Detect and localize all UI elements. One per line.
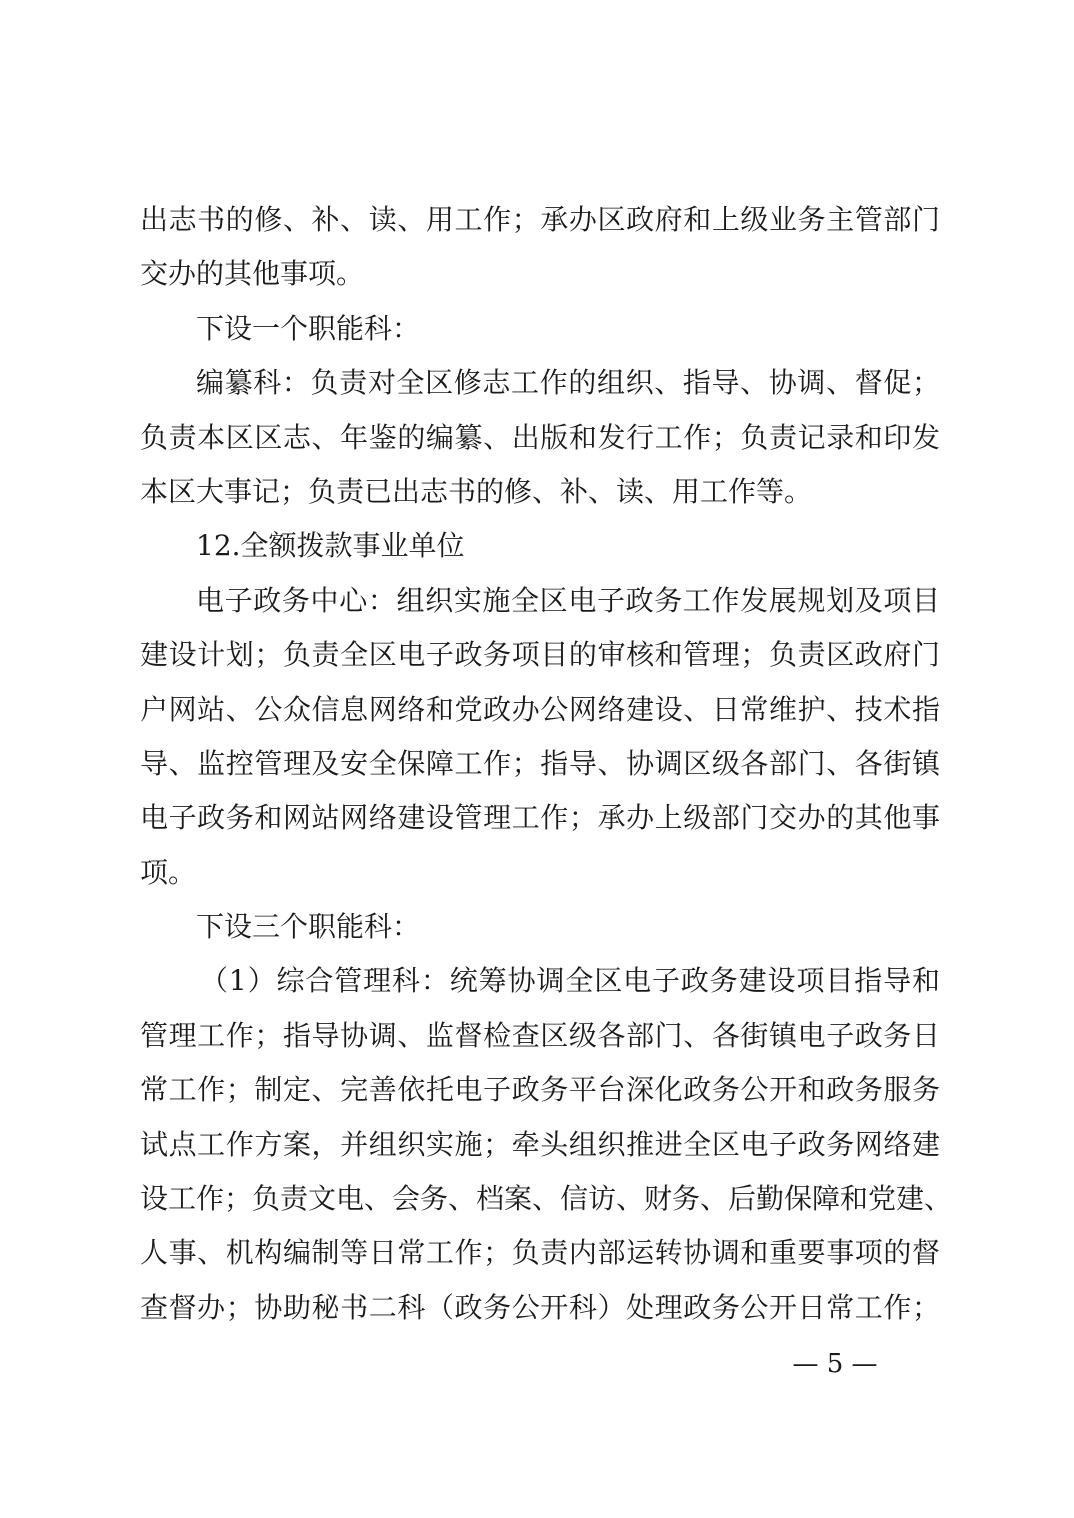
text-line: 编纂科：负责对全区修志工作的组织、指导、协调、督促；	[196, 366, 940, 400]
text-line: 电子政务和网站网络建设管理工作；承办上级部门交办的其他事	[140, 801, 940, 835]
text-line: 本区大事记；负责已出志书的修、补、读、用工作等。	[140, 474, 813, 508]
text-line: 项。	[140, 855, 197, 889]
text-line: 下设三个职能科：	[196, 910, 421, 944]
text-line: 管理工作；指导协调、监督检查区级各部门、各街镇电子政务日	[140, 1018, 940, 1052]
text-line: 导、监控管理及安全保障工作；指导、协调区级各部门、各街镇	[140, 746, 940, 780]
text-line: 交办的其他事项。	[140, 257, 365, 291]
page-number: — 5 —	[792, 1349, 878, 1379]
text-line: 下设一个职能科：	[196, 311, 421, 345]
text-line: 电子政务中心：组织实施全区电子政务工作发展规划及项目	[196, 583, 940, 617]
text-line: 查督办；协助秘书二科（政务公开科）处理政务公开日常工作；	[140, 1290, 940, 1324]
text-line: 建设计划；负责全区电子政务项目的审核和管理；负责区政府门	[140, 638, 940, 672]
text-line: 设工作；负责文电、会务、档案、信访、财务、后勤保障和党建、	[140, 1182, 953, 1216]
text-line: 户网站、公众信息网络和党政办公网络建设、日常维护、技术指	[140, 692, 940, 726]
text-line: 试点工作方案，并组织实施；牵头组织推进全区电子政务网络建	[140, 1127, 940, 1161]
text-line: 常工作；制定、完善依托电子政务平台深化政务公开和政务服务	[140, 1073, 940, 1107]
text-line: 人事、机构编制等日常工作；负责内部运转协调和重要事项的督	[140, 1236, 940, 1270]
body-text	[140, 193, 953, 1335]
text-line: 负责本区区志、年鉴的编纂、出版和发行工作；负责记录和印发	[140, 420, 940, 454]
text-line: （1）综合管理科：统筹协调全区电子政务建设项目指导和	[200, 964, 940, 998]
section-heading: 12.全额拨款事业单位	[196, 529, 465, 563]
text-line: 出志书的修、补、读、用工作；承办区政府和上级业务主管部门	[140, 203, 940, 236]
